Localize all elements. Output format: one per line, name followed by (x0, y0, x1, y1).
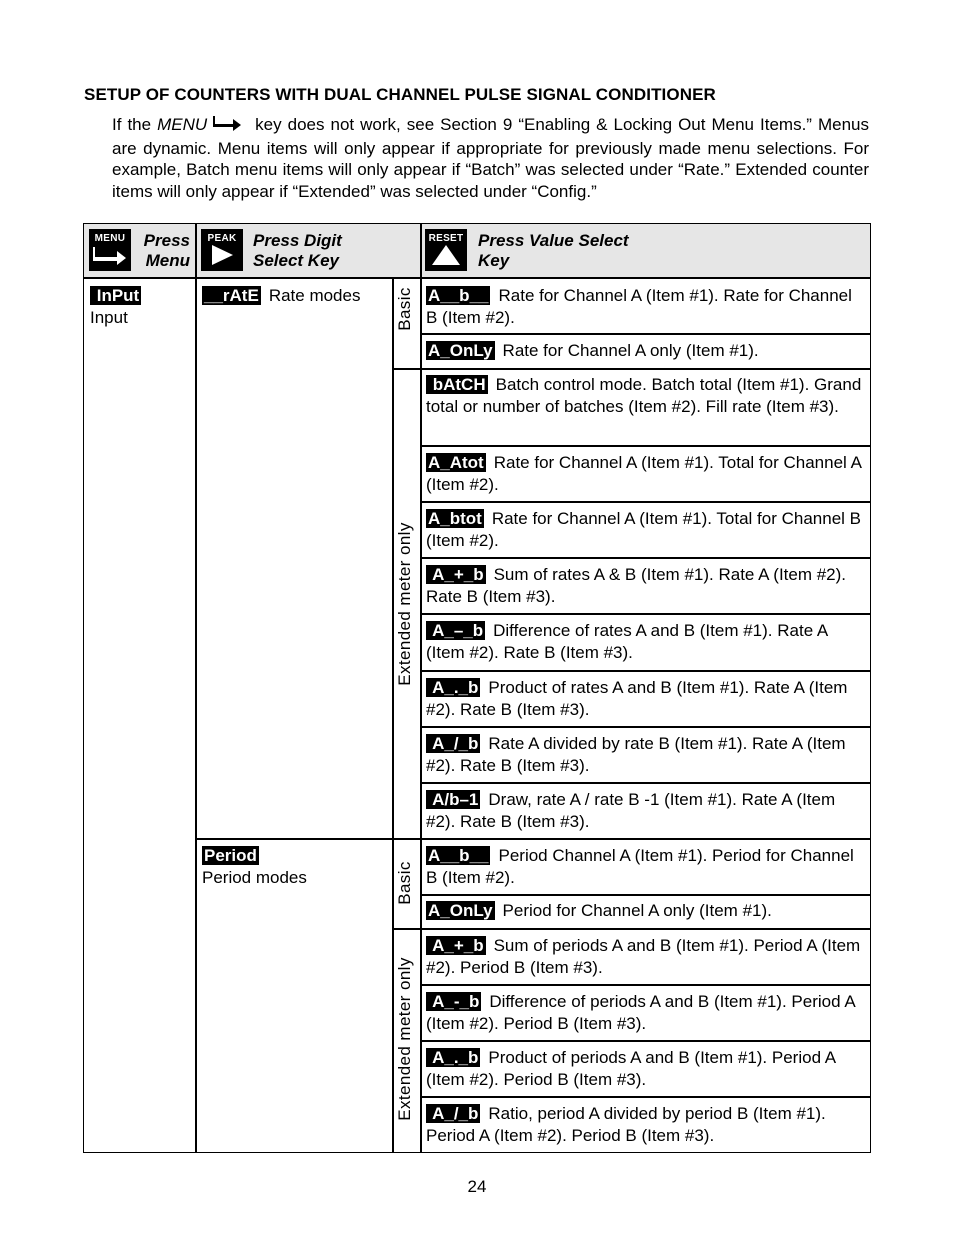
menu-key-icon (89, 229, 131, 271)
row-divider (420, 984, 870, 986)
row-divider (420, 726, 870, 728)
value-desc: Rate for Channel A only (Item #1). (502, 341, 759, 360)
menu-key-caption: MENU (94, 233, 126, 244)
value-desc: Product of rates A and B (Item #1). Rate A (Item #2). Rate B (Item #3). (426, 678, 848, 719)
col-divider-2 (392, 278, 394, 1152)
menu-header-label (140, 231, 190, 271)
menu-arrow-icon (213, 114, 243, 138)
value-code: A__b__ (428, 846, 489, 865)
intro-text-start: If the (112, 115, 158, 134)
reset-header-line1: Press Value Select (478, 231, 629, 250)
period-basic-extended-divider (392, 928, 870, 930)
value-code: A_/_b (428, 734, 479, 753)
value-desc: Draw, rate A / rate B -1 (Item #1). Rate A (Item #2). Rate B (Item #3). (426, 790, 836, 831)
value-desc: Period Channel A (Item #1). Period for Channel B (Item #2). (426, 846, 854, 887)
peak-header-line1: Press Digit (253, 231, 342, 250)
value-desc: Ratio, period A divided by period B (Item #1). Period A (Item #2). Period B (Item #3). (426, 1104, 826, 1145)
reset-header-line2: Key (478, 251, 510, 270)
list-item (426, 845, 866, 888)
list-item (426, 733, 866, 776)
value-code: A_–_b (428, 621, 484, 640)
value-code: A_+_b (428, 936, 484, 955)
row-divider (420, 1096, 870, 1098)
list-item (426, 340, 866, 362)
extended-rate-label: Extended meter only (395, 522, 414, 686)
row-divider (420, 670, 870, 672)
period-group-label: Period modes (202, 867, 307, 887)
list-item (426, 564, 866, 607)
peak-header-label (253, 231, 342, 271)
basic-period-label: Basic (395, 861, 414, 905)
col-divider-1 (195, 224, 197, 1152)
reset-key-caption: RESET (428, 233, 464, 244)
value-desc: Rate for Channel A (Item #1). Total for Channel A (Item #2). (426, 453, 862, 494)
menu-table (83, 223, 871, 1153)
intro-text-rest: key does not work, see Section 9 “Enabling & Locking Out Menu Items.” Menus are dynamic. Menu items will only appear if appropriate for previously made menu selections. For example, Batch menu items will only appear if “Batch” was selected under “Rate.” Extended counter items will only appear if “Extended” was selected under “Config.” (112, 115, 869, 201)
list-item (426, 900, 866, 922)
peak-header-line2: Select Key (253, 251, 339, 270)
list-item (426, 374, 866, 417)
list-item (426, 452, 866, 495)
menu-item-input (90, 285, 149, 328)
header-divider (84, 277, 870, 279)
list-item (426, 935, 866, 978)
row-divider (420, 1040, 870, 1042)
menu-header-line1: Press (143, 231, 190, 250)
period-group (202, 845, 307, 888)
intro-paragraph (112, 114, 869, 202)
peak-key-icon (201, 229, 243, 271)
list-item (426, 1047, 866, 1090)
value-code: A_OnLy (428, 341, 493, 360)
value-desc: Rate for Channel A (Item #1). Rate for Channel B (Item #2). (426, 286, 852, 327)
reset-key-icon (425, 229, 467, 271)
rate-basic-extended-divider (392, 368, 870, 370)
period-group-code: Period (204, 846, 257, 865)
row-divider (420, 613, 870, 615)
reset-header-label (478, 231, 629, 271)
value-desc: Product of periods A and B (Item #1). Period A (Item #2). Period B (Item #3). (426, 1048, 836, 1089)
value-desc: Period for Channel A only (Item #1). (502, 901, 772, 920)
rate-period-divider (195, 838, 870, 840)
section-heading: SETUP OF COUNTERS WITH DUAL CHANNEL PULSE SIGNAL CONDITIONER (84, 85, 716, 104)
row-divider (420, 445, 870, 447)
value-desc: Sum of periods A and B (Item #1). Period A (Item #2). Period B (Item #3). (426, 936, 861, 977)
row-divider (420, 557, 870, 559)
value-code: A_OnLy (428, 901, 493, 920)
list-item (426, 789, 866, 832)
peak-key-caption: PEAK (207, 233, 237, 244)
list-item (426, 285, 866, 328)
menu-item-code: InPut (92, 286, 140, 305)
page-number: 24 (467, 1177, 487, 1196)
value-desc: Difference of rates A and B (Item #1). Rate A (Item #2). Rate B (Item #3). (426, 621, 828, 662)
row-divider (420, 782, 870, 784)
value-desc: Batch control mode. Batch total (Item #1). Grand total or number of batches (Item #2). Fill rate (Item #3). (426, 375, 862, 416)
value-code: A_/_b (428, 1104, 479, 1123)
rate-group (202, 285, 360, 307)
list-item (426, 620, 866, 663)
value-code: A_Atot (428, 453, 484, 472)
value-desc: Difference of periods A and B (Item #1). Period A (Item #2). Period B (Item #3). (426, 992, 855, 1033)
value-code: A_._b (428, 678, 479, 697)
value-code: A__b__ (428, 286, 489, 305)
list-item (426, 1103, 866, 1146)
list-item (426, 991, 866, 1034)
row-divider (420, 501, 870, 503)
menu-item-label: Input (90, 307, 128, 327)
col-divider-3 (420, 224, 422, 1152)
value-code: A_._b (428, 1048, 479, 1067)
intro-menu-word: MENU (157, 115, 208, 134)
list-item (426, 677, 866, 720)
list-item (426, 508, 866, 551)
extended-period-label: Extended meter only (395, 957, 414, 1121)
value-code: A/b–1 (428, 790, 479, 809)
value-desc: Rate A divided by rate B (Item #1). Rate A (Item #2). Rate B (Item #3). (426, 734, 846, 775)
menu-header-line2: Menu (145, 251, 190, 270)
value-desc: Rate for Channel A (Item #1). Total for Channel B (Item #2). (426, 509, 861, 550)
rate-group-code: __rAtE (204, 286, 259, 305)
rate-group-label: Rate modes (268, 286, 361, 305)
row-divider (420, 894, 870, 896)
value-code: A_-_b (428, 992, 480, 1011)
value-code: A_btot (428, 509, 482, 528)
row-divider (420, 333, 870, 335)
value-code: A_+_b (428, 565, 484, 584)
basic-rate-label: Basic (395, 287, 414, 331)
value-desc: Sum of rates A & B (Item #1). Rate A (Item #2). Rate B (Item #3). (426, 565, 847, 606)
value-code: bAtCH (428, 375, 486, 394)
